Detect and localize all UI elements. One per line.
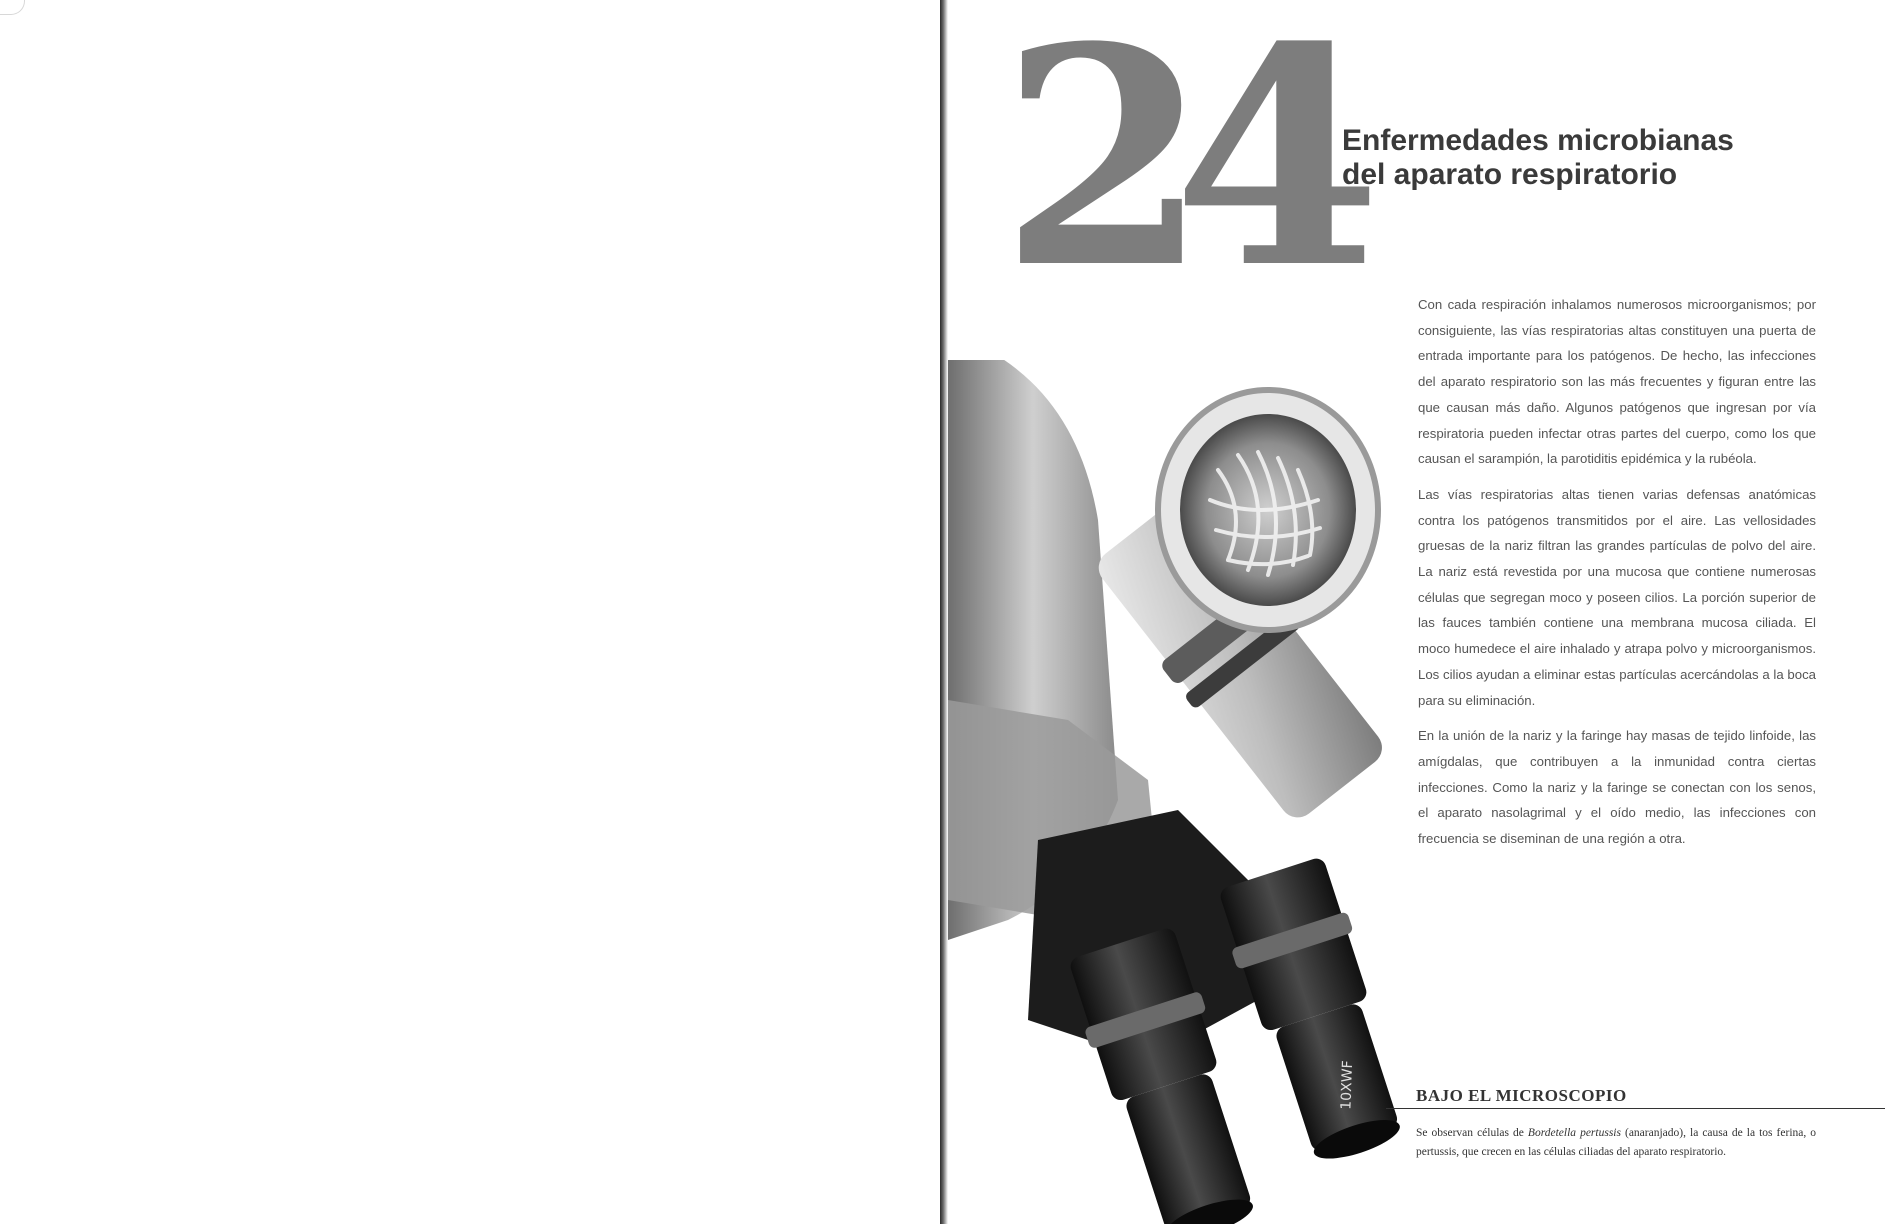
chapter-title	[1342, 124, 1862, 192]
intro-paragraph-1: Con cada respiración inhalamos numerosos microorganismos; por consiguiente, las vías respiratorias altas constituyen una puerta de entrada importante para los patógenos. De hecho, las infecciones del aparato respiratorio son las más frecuentes y figuran entre las que causan más daño. Algunos patógenos que ingresan por vía respiratoria pueden infectar otras partes del cuerpo, como los que causan el sarampión, la parotiditis epidémica y la rubéola.	[1418, 297, 1816, 467]
feature-caption	[1416, 1124, 1816, 1162]
microscope-illustration	[948, 360, 1418, 1224]
page-corner-mark	[0, 0, 25, 15]
book-gutter	[940, 0, 948, 1224]
left-blank-page	[0, 0, 940, 1224]
lens-with-bacteria-image	[1158, 390, 1378, 630]
caption-text-end: (anaranjado), la causa de la tos ferina, o pertussis, que crecen en las células ciliadas del aparato respiratorio.	[1416, 1127, 1817, 1158]
caption-text-start: Se observan células de	[1416, 1127, 1528, 1139]
eyepiece-label: 10XWF	[1338, 1060, 1357, 1110]
chapter-introduction	[1418, 292, 1816, 862]
eyepiece-right	[1212, 854, 1418, 1171]
chapter-title-line-1: Enfermedades microbianas	[1342, 124, 1734, 157]
chapter-title-line-2: del aparato respiratorio	[1342, 158, 1678, 191]
feature-heading-rule	[1386, 1108, 1885, 1109]
caption-species-name: Bordetella pertussis	[1527, 1127, 1621, 1139]
intro-paragraph-3: En la unión de la nariz y la faringe hay masas de tejido linfoide, las amígdalas, que contribuyen a la inmunidad contra ciertas infecciones. Como la nariz y la faringe se conectan con los senos, el aparato nasolagrimal y el oído medio, las infecciones con frecuencia se diseminan de una región a otra.	[1418, 728, 1816, 847]
intro-paragraph-2: Las vías respiratorias altas tienen varias defensas anatómicas contra los patógenos transmitidos por el aire. Las vellosidades gruesas de la nariz filtran las grandes partículas de polvo del aire. La nariz está revestida por una mucosa que contiene numerosas células que segregan moco y poseen cilios. La porción superior de las fauces también contiene una membrana mucosa ciliada. El moco humedece el aire inhalado y atrapa polvo y microorganismos. Los cilios ayudan a eliminar estas partículas acercándolas a la boca para su eliminación.	[1418, 486, 1816, 708]
feature-heading: BAJO EL MICROSCOPIO	[1416, 1086, 1627, 1105]
chapter-number: 24	[1000, 0, 1346, 334]
